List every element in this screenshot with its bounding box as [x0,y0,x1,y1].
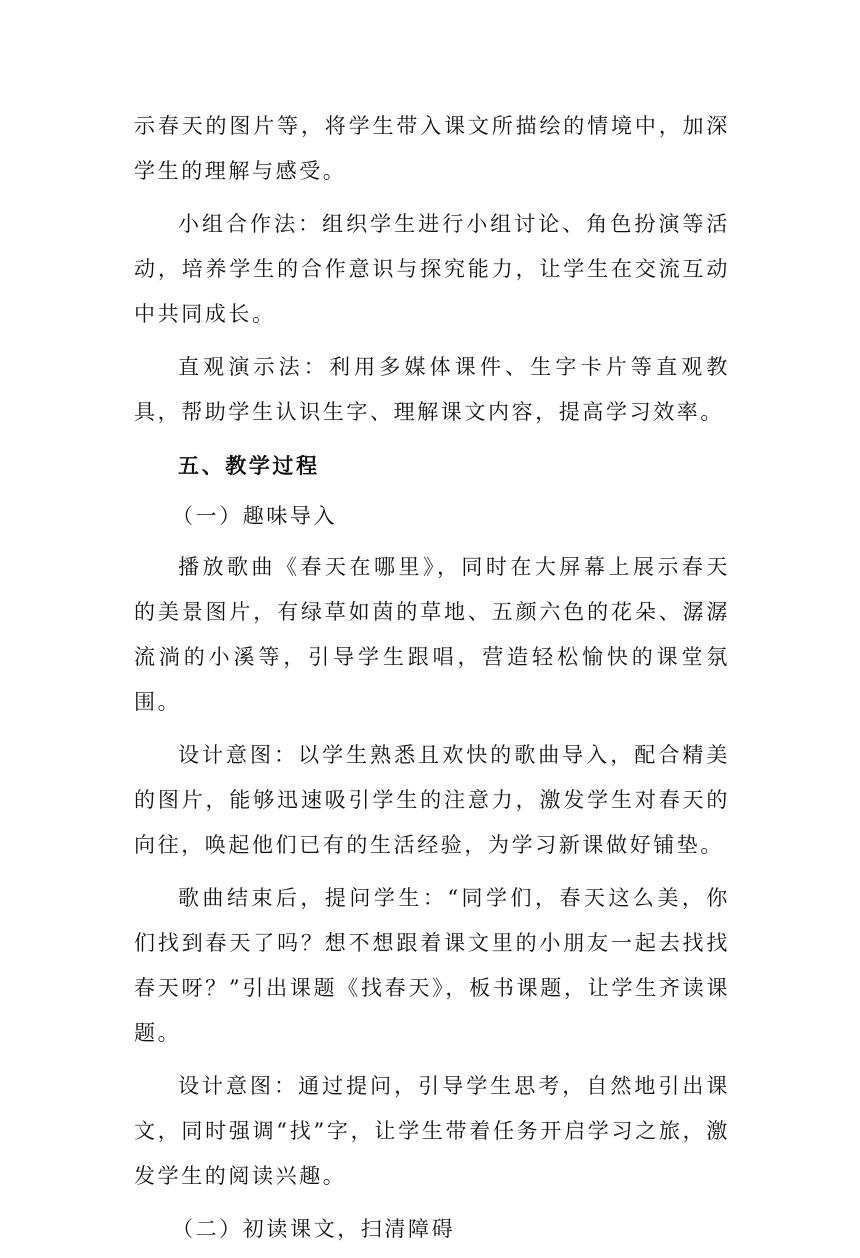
subsection-heading-introduction: （一）趣味导入 [172,504,338,528]
section-heading-teaching-process: 五、教学过程 [178,453,320,478]
paragraph-question-students: 歌曲结束后，提问学生：“同学们，春天这么美，你们找到春天了吗？想不想跟着课文里的小朋友一起去找找春天呀？”引出课题《找春天》，板书课题，让学生齐读课题。 [134,886,730,1045]
paragraph-continued: 示春天的图片等，将学生带入课文所描绘的情境中，加深学生的理解与感受。 [134,114,730,183]
document-body [134,104,730,1258]
paragraph-group-work-method: 小组合作法：组织学生进行小组讨论、角色扮演等活动，培养学生的合作意识与探究能力，让学生在交流互动中共同成长。 [134,212,730,326]
paragraph-design-intent-1: 设计意图：以学生熟悉且欢快的歌曲导入，配合精美的图片，能够迅速吸引学生的注意力，激发学生对春天的向往，唤起他们已有的生活经验，为学习新课做好铺垫。 [134,743,730,857]
subsection-heading-first-reading: （二）初读课文，扫清障碍 [172,1217,456,1241]
paragraph-design-intent-2: 设计意图：通过提问，引导学生思考，自然地引出课文，同时强调“找”字，让学生带着任务开启学习之旅，激发学生的阅读兴趣。 [134,1074,730,1188]
paragraph-play-song: 播放歌曲《春天在哪里》，同时在大屏幕上展示春天的美景图片，有绿草如茵的草地、五颜六色的花朵、潺潺流淌的小溪等，引导学生跟唱，营造轻松愉快的课堂氛围。 [134,555,730,714]
paragraph-demonstration-method: 直观演示法：利用多媒体课件、生字卡片等直观教具，帮助学生认识生字、理解课文内容，提高学习效率。 [134,355,730,424]
